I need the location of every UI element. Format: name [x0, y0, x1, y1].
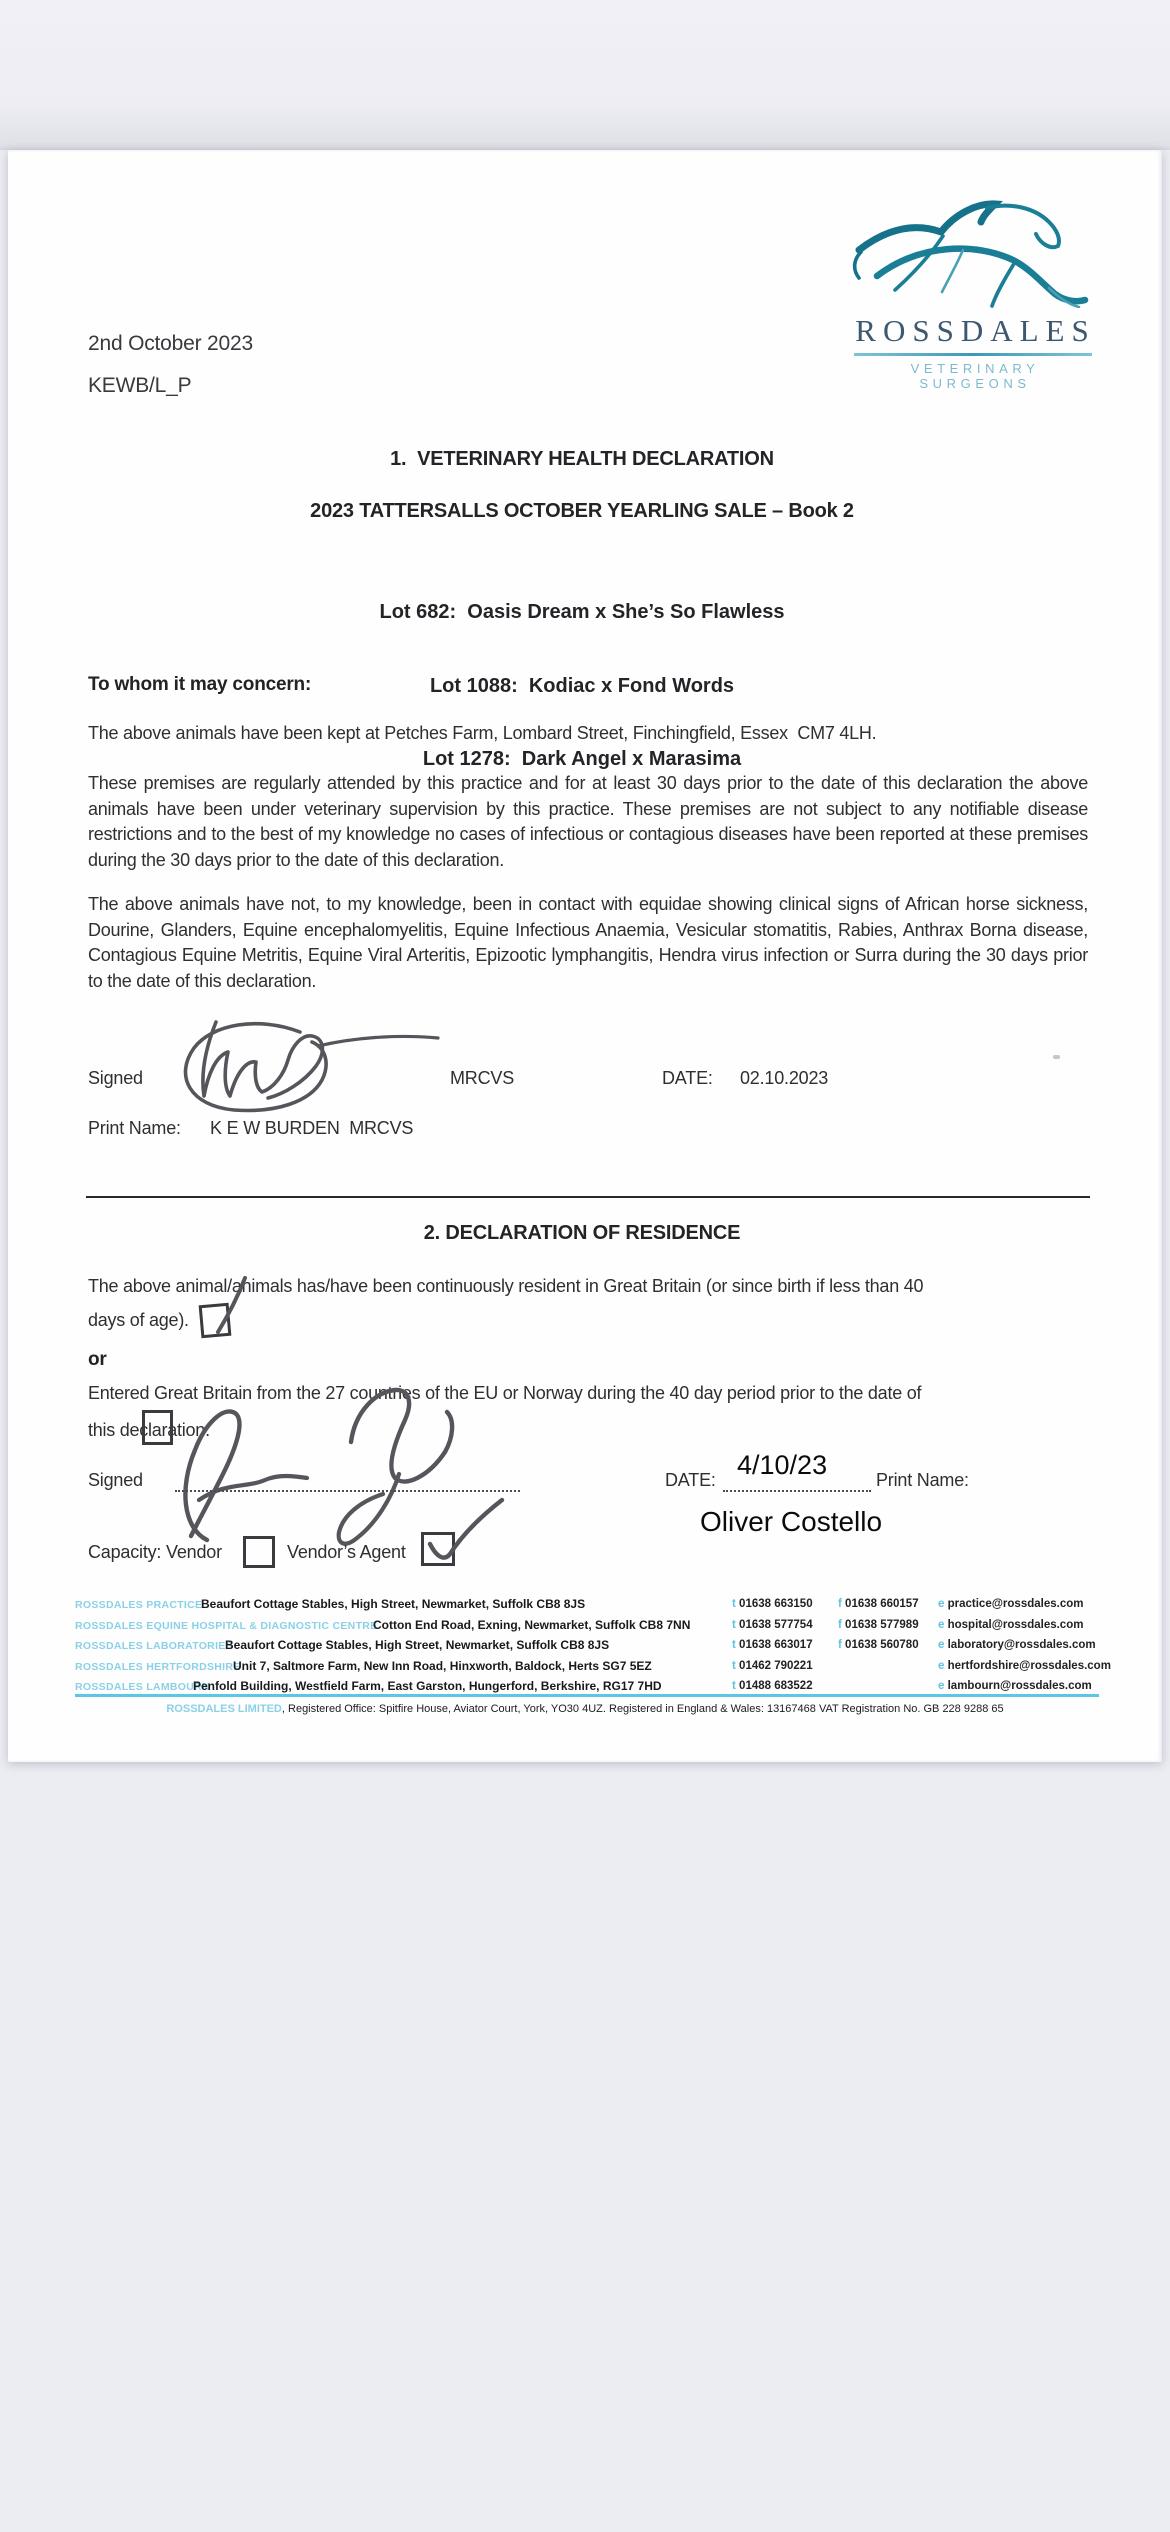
- office-fax: 01638 560780: [845, 1639, 919, 1651]
- office-label: ROSSDALES LABORATORIES: [75, 1640, 233, 1652]
- registered-office-text: , Registered Office: Spitfire House, Aviator Court, York, YO30 4UZ. Registered in England & Wales: 13167468 VAT Registration No. GB 228 9288 65: [281, 1703, 1004, 1715]
- office-label: ROSSDALES PRACTICE: [75, 1599, 203, 1611]
- print-name-label-1: Print Name:: [88, 1118, 181, 1138]
- footer-office-row: [8, 1618, 1162, 1637]
- office-email: practice@rossdales.com: [947, 1598, 1084, 1610]
- residence-option1-line2: days of age).: [88, 1310, 189, 1330]
- office-address: Unit 7, Saltmore Farm, New Inn Road, Hinxworth, Baldock, Herts SG7 5EZ: [233, 1659, 652, 1673]
- office-email: laboratory@rossdales.com: [947, 1639, 1096, 1651]
- office-tel: 01638 663150: [739, 1598, 813, 1610]
- or-label: or: [88, 1349, 107, 1370]
- registered-office-line: [83, 1703, 1087, 1715]
- office-fax: 01638 577989: [845, 1619, 919, 1631]
- office-address: Beaufort Cottage Stables, High Street, Newmarket, Suffolk CB8 8JS: [201, 1597, 586, 1611]
- paragraph-premises: These premises are regularly attended by this practice and for at least 30 days prior to the date of this declaration the above animals have been under veterinary supervision by this practice. These premises are not subject to any notifiable disease restrictions and to the best of my knowledge no cases of infectious or contagious diseases have been reported at these premises during the 30 days prior to the date of this declaration.: [88, 773, 1088, 870]
- office-address: Cotton End Road, Exning, Newmarket, Suffolk CB8 7NN: [373, 1618, 691, 1632]
- office-address: Penfold Building, Westfield Farm, East Garston, Hungerford, Berkshire, RG17 7HD: [193, 1679, 662, 1693]
- sale-title: 2023 TATTERSALLS OCTOBER YEARLING SALE – Book 2: [310, 500, 854, 522]
- fax-prefix: f: [838, 1619, 842, 1631]
- brand-name: ROSSDALES: [855, 313, 1096, 348]
- lot-line: Lot 682: Oasis Dream x She’s So Flawless: [379, 601, 785, 623]
- footer-office-row: [8, 1597, 1162, 1616]
- letter-date: 2nd October 2023: [88, 332, 253, 355]
- residence-option2-line2: this declaration.: [88, 1420, 210, 1440]
- letter-reference: KEWB/L_P: [88, 374, 192, 397]
- tel-prefix: t: [732, 1680, 736, 1692]
- office-label: ROSSDALES LAMBOURN: [75, 1681, 210, 1693]
- office-tel: 01638 663017: [739, 1639, 813, 1651]
- date-value-1: 02.10.2023: [740, 1068, 829, 1088]
- agent-tick-mark: [416, 1492, 511, 1577]
- fax-prefix: f: [838, 1639, 842, 1651]
- footer-accent-line: [75, 1694, 1099, 1697]
- office-label: ROSSDALES EQUINE HOSPITAL & DIAGNOSTIC CENTRE: [75, 1620, 378, 1632]
- office-email: hertfordshire@rossdales.com: [947, 1660, 1111, 1672]
- fax-prefix: f: [838, 1598, 842, 1610]
- footer-office-row: [8, 1638, 1162, 1657]
- brand-tagline: VETERINARY SURGEONS: [910, 361, 1040, 391]
- scan-artifact: [1053, 1055, 1060, 1059]
- signed-label-2: Signed: [88, 1470, 143, 1490]
- residence-option1-line1: The above animal/animals has/have been continuously resident in Great Britain (or since birth if less than 40: [88, 1276, 924, 1296]
- vet-signature: [150, 1008, 450, 1133]
- section-divider: [86, 1196, 1090, 1198]
- email-prefix: e: [938, 1680, 945, 1692]
- print-name-label-2: Print Name:: [876, 1470, 969, 1490]
- scanned-letter-page: [8, 150, 1162, 1762]
- office-email: lambourn@rossdales.com: [947, 1680, 1092, 1692]
- signed-label-1: Signed: [88, 1068, 143, 1088]
- email-prefix: e: [938, 1639, 945, 1651]
- capacity-agent-label: Vendor’s Agent: [287, 1542, 406, 1562]
- email-prefix: e: [938, 1619, 945, 1631]
- office-address: Beaufort Cottage Stables, High Street, Newmarket, Suffolk CB8 8JS: [225, 1638, 610, 1652]
- office-tel: 01488 683522: [739, 1680, 813, 1692]
- signature-dotted-line: [175, 1468, 520, 1492]
- capacity-vendor-checkbox: [243, 1536, 275, 1568]
- salutation: To whom it may concern:: [88, 674, 312, 695]
- section2-heading: 2. DECLARATION OF RESIDENCE: [423, 1222, 741, 1244]
- qualification-label: MRCVS: [450, 1068, 515, 1088]
- office-tel: 01638 577754: [739, 1619, 813, 1631]
- registered-company-name: ROSSDALES LIMITED: [166, 1703, 282, 1715]
- office-email: hospital@rossdales.com: [947, 1619, 1084, 1631]
- option1-tick-mark: [205, 1270, 251, 1340]
- print-name-value-2-typed: Oliver Costello: [700, 1506, 883, 1537]
- footer-office-row: [8, 1659, 1162, 1678]
- office-label: ROSSDALES HERTFORDSHIRE: [75, 1661, 241, 1673]
- print-name-value-1: K E W BURDEN MRCVS: [210, 1118, 414, 1138]
- date-label-2: DATE:: [665, 1470, 716, 1490]
- capacity-vendor-label: Capacity: Vendor: [88, 1542, 222, 1562]
- office-tel: 01462 790221: [739, 1660, 813, 1672]
- galloping-horse-icon: [851, 196, 1095, 308]
- date-value-2-typed: 4/10/23: [737, 1450, 828, 1480]
- email-prefix: e: [938, 1598, 945, 1610]
- tel-prefix: t: [732, 1598, 736, 1610]
- lot-line: Lot 1278: Dark Angel x Marasima: [422, 748, 742, 770]
- email-prefix: e: [938, 1660, 945, 1672]
- lot-line: Lot 1088: Kodiac x Fond Words: [429, 674, 735, 697]
- residence-option2-line1: Entered Great Britain from the 27 countries of the EU or Norway during the 40 day period prior to the date of: [88, 1383, 922, 1403]
- office-fax: 01638 660157: [845, 1598, 919, 1610]
- tel-prefix: t: [732, 1639, 736, 1651]
- paragraph-kept-at: The above animals have been kept at Petches Farm, Lombard Street, Finchingfield, Essex CM7 4LH.: [88, 723, 877, 743]
- brand-underline: [854, 353, 1092, 356]
- section1-heading: 1. VETERINARY HEALTH DECLARATION: [390, 448, 774, 470]
- tel-prefix: t: [732, 1660, 736, 1672]
- paragraph-contact: The above animals have not, to my knowledge, been in contact with equidae showing clinical signs of African horse sickness, Dourine, Glanders, Equine encephalomyelitis, Equine Infectious Anaemia, Vesicular stomatitis, Rabies, Anthrax Borna disease, Contagious Equine Metritis, Equine Viral Arteritis, Epizootic lymphangitis, Hendra virus infection or Surra during the 30 days prior to the date of this declaration.: [88, 894, 1088, 991]
- date-label-1: DATE:: [662, 1068, 713, 1088]
- tel-prefix: t: [732, 1619, 736, 1631]
- rossdales-logo: [848, 196, 1098, 391]
